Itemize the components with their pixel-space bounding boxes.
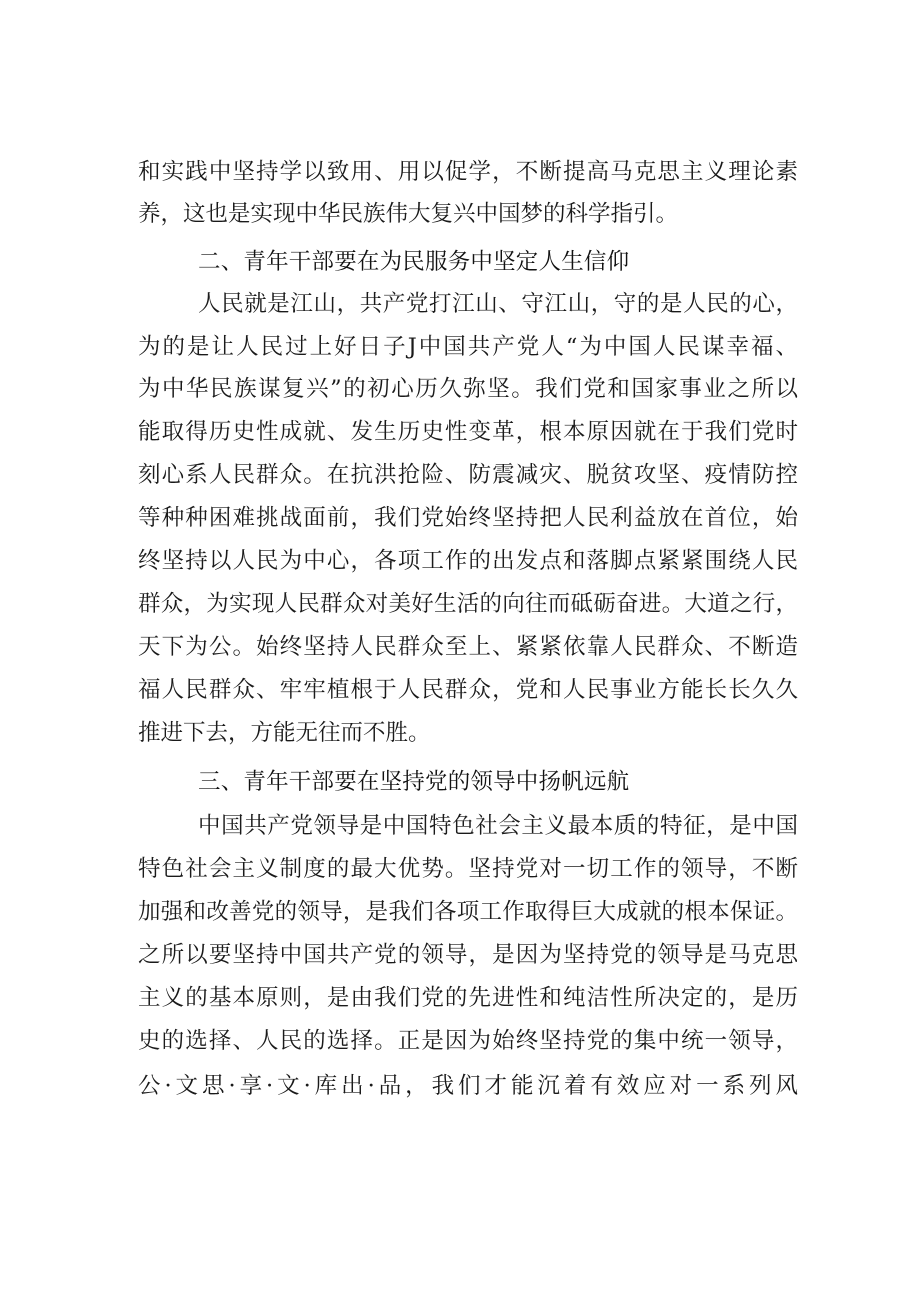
text-line: 史的选择、人民的选择。正是因为始终坚持党的集中统一领导，	[138, 1028, 798, 1054]
text-line: 等种种困难挑战面前，我们党始终坚持把人民利益放在首位，始	[138, 505, 798, 531]
text-line: 福人民群众、牢牢植根于人民群众，党和人民事业方能长长久久	[138, 677, 798, 703]
text-line: 特色社会主义制度的最大优势。坚持党对一切工作的领导，不断	[138, 856, 798, 882]
section-heading: 三、青年干部要在坚持党的领导中扬帆远航	[198, 769, 630, 795]
text-line: 天下为公。始终坚持人民群众至上、紧紧依靠人民群众、不断造	[138, 634, 798, 660]
section-heading: 二、青年干部要在为民服务中坚定人生信仰	[198, 249, 630, 275]
text-line: 人民就是江山，共产党打江山、守江山，守的是人民的心，	[198, 291, 798, 317]
text-line: 主义的基本原则，是由我们党的先进性和纯洁性所决定的，是历	[138, 985, 798, 1011]
text-line: 能取得历史性成就、发生历史性变革，根本原因就在于我们党时	[138, 419, 798, 445]
text-line: 加强和改善党的领导，是我们各项工作取得巨大成就的根本保证。	[138, 899, 798, 925]
text-line: 之所以要坚持中国共产党的领导，是因为坚持党的领导是马克思	[138, 942, 798, 968]
text-line: 中国共产党领导是中国特色社会主义最本质的特征，是中国	[198, 813, 798, 839]
text-line: 终坚持以人民为中心，各项工作的出发点和落脚点紧紧围绕人民	[138, 548, 798, 574]
text-line: 刻心系人民群众。在抗洪抢险、防震减灾、脱贫攻坚、疫情防控	[138, 462, 798, 488]
text-line: 群众，为实现人民群众对美好生活的向往而砥砺奋进。大道之行，	[138, 591, 798, 617]
text-line: 为中华民族谋复兴”的初心历久弥坚。我们党和国家事业之所以	[138, 376, 798, 402]
text-line: 和实践中坚持学以致用、用以促学，不断提高马克思主义理论素	[138, 159, 798, 185]
text-line: 养，这也是实现中华民族伟大复兴中国梦的科学指引。	[138, 201, 679, 227]
text-line: 推进下去，方能无往而不胜。	[138, 720, 431, 746]
text-line: 为的是让人民过上好日子J中国共产党人“为中国人民谋幸福、	[138, 334, 798, 360]
text-line: 公·文思·享·文·库出·品，我们才能沉着有效应对一系列风	[138, 1073, 798, 1099]
